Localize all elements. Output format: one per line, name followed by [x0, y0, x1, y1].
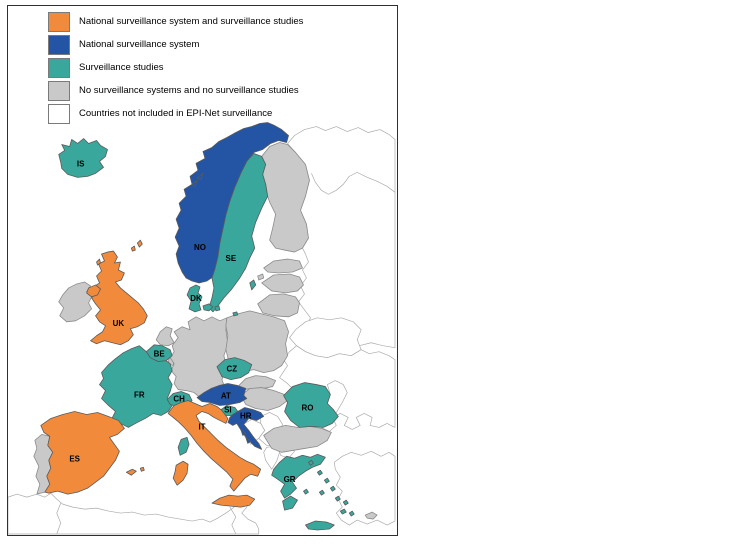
country-ES — [140, 467, 144, 471]
country-SE — [250, 280, 256, 290]
country-UK — [137, 240, 142, 247]
legend-swatch-national — [48, 35, 70, 55]
country-label-SE: SE — [225, 254, 237, 264]
country-label-RO: RO — [301, 403, 314, 413]
country-ES — [41, 411, 125, 494]
legend-swatch-none — [48, 81, 70, 101]
country-GR — [303, 489, 308, 494]
legend-label: Surveillance studies — [79, 62, 164, 73]
country-label-HR: HR — [240, 411, 252, 421]
country-IT — [212, 495, 255, 507]
legend-label: Countries not included in EPI-Net surveillance — [79, 108, 273, 119]
legend-item-studies — [48, 58, 303, 78]
country-LT — [258, 294, 300, 317]
country-label-DK: DK — [190, 293, 202, 303]
legend — [48, 12, 303, 127]
legend-item-not_included — [48, 104, 303, 124]
country-EE — [264, 259, 303, 273]
legend-item-none — [48, 81, 303, 101]
legend-label: No surveillance systems and no surveillance studies — [79, 85, 299, 96]
country-EE — [258, 274, 264, 280]
country-label-CH: CH — [173, 394, 185, 404]
country-label-AT: AT — [220, 391, 231, 401]
legend-item-national_and_studies — [48, 12, 303, 32]
country-DK — [233, 312, 238, 316]
country-SK — [239, 376, 276, 390]
country-label-BE: BE — [153, 349, 165, 359]
country-IT — [173, 461, 188, 485]
country-GR — [330, 486, 335, 491]
country-FR — [178, 437, 189, 455]
country-HU — [241, 388, 288, 411]
legend-swatch-not_included — [48, 104, 70, 124]
country-label-UK: UK — [112, 318, 125, 328]
country-label-GR: GR — [283, 475, 296, 485]
legend-item-national — [48, 35, 303, 55]
map-frame — [7, 5, 398, 536]
country-label-SI: SI — [224, 405, 232, 415]
country-BG — [264, 425, 332, 452]
legend-swatch-national_and_studies — [48, 12, 70, 32]
country-label-NO: NO — [194, 243, 206, 253]
country-DK — [215, 306, 220, 311]
country-LV — [262, 274, 304, 293]
country-label-CZ: CZ — [226, 364, 238, 374]
country-label-IT: IT — [198, 422, 206, 432]
country-GR — [317, 470, 322, 475]
country-label-ES: ES — [69, 454, 80, 464]
country-TR — [334, 451, 395, 525]
country-UK — [91, 251, 148, 345]
country-IS — [59, 138, 108, 177]
country-GR — [272, 454, 326, 498]
country-IE — [59, 282, 92, 322]
legend-label: National surveillance system and surveillance studies — [79, 16, 304, 27]
country-ES — [126, 469, 136, 475]
country-GR — [305, 521, 334, 530]
country-GR — [324, 478, 329, 483]
country-UK — [131, 246, 135, 251]
country-GR — [319, 490, 324, 495]
country-label-IS: IS — [76, 159, 85, 169]
legend-label: National surveillance system — [79, 39, 200, 50]
legend-swatch-studies — [48, 58, 70, 78]
country-NL — [156, 327, 174, 346]
country-label-FR: FR — [134, 390, 145, 400]
